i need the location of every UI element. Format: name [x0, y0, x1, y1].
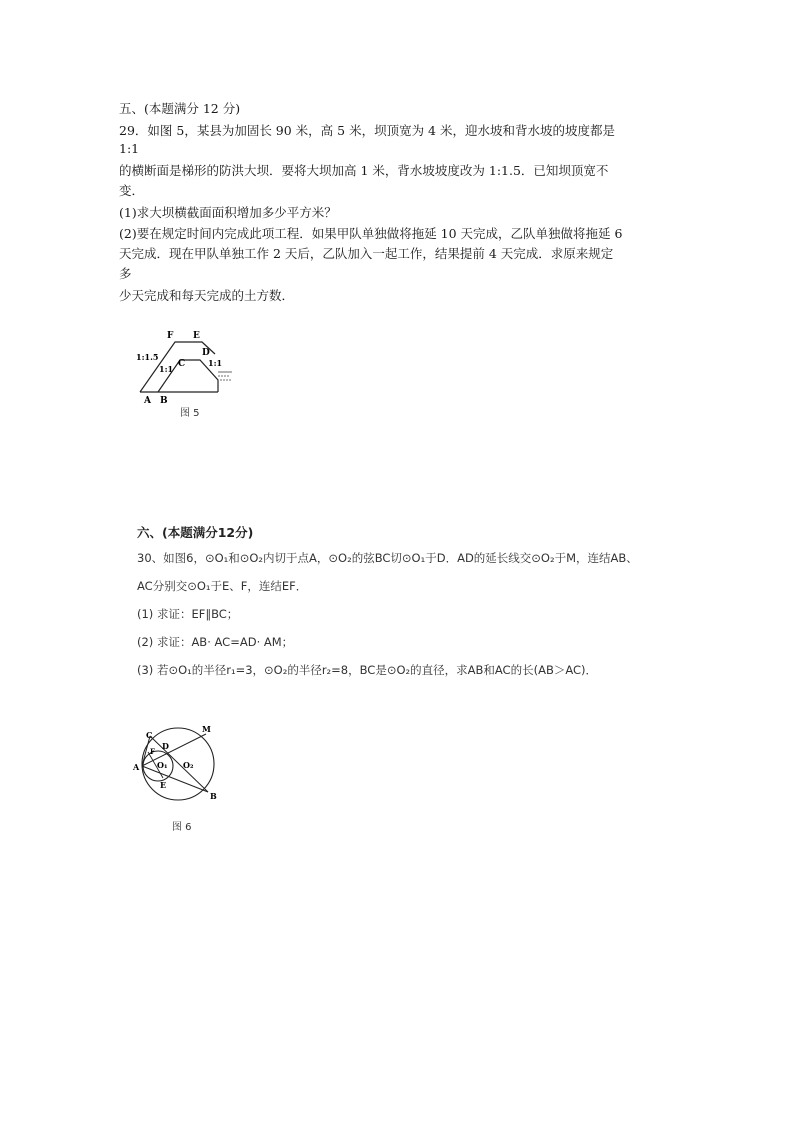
fig6-label-A: A	[133, 762, 140, 772]
q30-part-3: (3) 若⊙O₁的半径r₁=3，⊙O₂的半径r₂=8，BC是⊙O₂的直径，求AB和AC的长(AB＞AC)．	[137, 663, 598, 677]
fig6-label-B: B	[210, 791, 217, 801]
fig6-label-E: E	[160, 780, 167, 790]
fig6-label-O1: O₁	[157, 760, 168, 770]
fig5-slope-left-outer: 1:1.5	[136, 352, 159, 362]
fig5-label-B: B	[160, 396, 168, 406]
q29-part-2-line-2: 天完成．现在甲队单独工作 2 天后，乙队加入一起工作，结果提前 4 天完成．求原来规定	[119, 246, 614, 261]
section-5-heading: 五、(本题满分 12 分)	[119, 101, 241, 116]
q30-part-2: (2) 求证：AB· AC=AD· AM；	[137, 635, 294, 649]
fig6-label-F: F	[150, 747, 155, 756]
fig6-label-O2: O₂	[183, 760, 194, 770]
q29-part-2-line-3: 多	[119, 266, 132, 281]
fig6-label-C: C	[146, 730, 153, 740]
fig6-label-D: D	[162, 741, 169, 751]
q29-part-2-line-1: (2)要在规定时间内完成此项工程．如果甲队单独做将拖延 10 天完成，乙队单独做将拖延 6	[119, 226, 623, 241]
fig5-label-E: E	[193, 331, 200, 341]
q29-line-2: 1:1	[119, 141, 140, 156]
section-6-heading: 六、(本题满分12分)	[137, 525, 254, 540]
figure-6-circles-diagram	[128, 722, 228, 812]
q30-line-2: AC分别交⊙O₁于E、F，连结EF．	[137, 579, 308, 593]
figure-5-caption: 图 5	[180, 408, 200, 419]
q29-line-4: 变．	[119, 183, 145, 198]
q29-line-3: 的横断面是梯形的防洪大坝．要将大坝加高 1 米，背水坡坡度改为 1:1.5．已知坝顶宽不	[119, 163, 609, 178]
fig6-label-M: M	[202, 724, 211, 734]
q29-part-2-line-4: 少天完成和每天完成的土方数．	[119, 288, 295, 303]
q30-part-1: (1) 求证：EF∥BC；	[137, 607, 239, 621]
q30-line-1: 30、如图6，⊙O₁和⊙O₂内切于点A，⊙O₂的弦BC切⊙O₁于D．AD的延长线交⊙O₂于M，连结AB、	[137, 551, 638, 565]
fig5-slope-left-inner: 1:1	[159, 364, 174, 374]
q29-line-1: 29．如图 5，某县为加固长 90 米，高 5 米，坝顶宽为 4 米，迎水坡和背水坡的坡度都是	[119, 123, 615, 138]
fig5-label-A: A	[144, 396, 151, 406]
q29-part-1: (1)求大坝横截面面积增加多少平方米？	[119, 205, 337, 220]
fig5-label-C: C	[178, 359, 186, 369]
fig5-label-F: F	[167, 331, 174, 341]
fig5-slope-right: 1:1	[208, 358, 223, 368]
figure-6-caption: 图 6	[172, 822, 192, 833]
fig5-label-D: D	[202, 348, 210, 358]
